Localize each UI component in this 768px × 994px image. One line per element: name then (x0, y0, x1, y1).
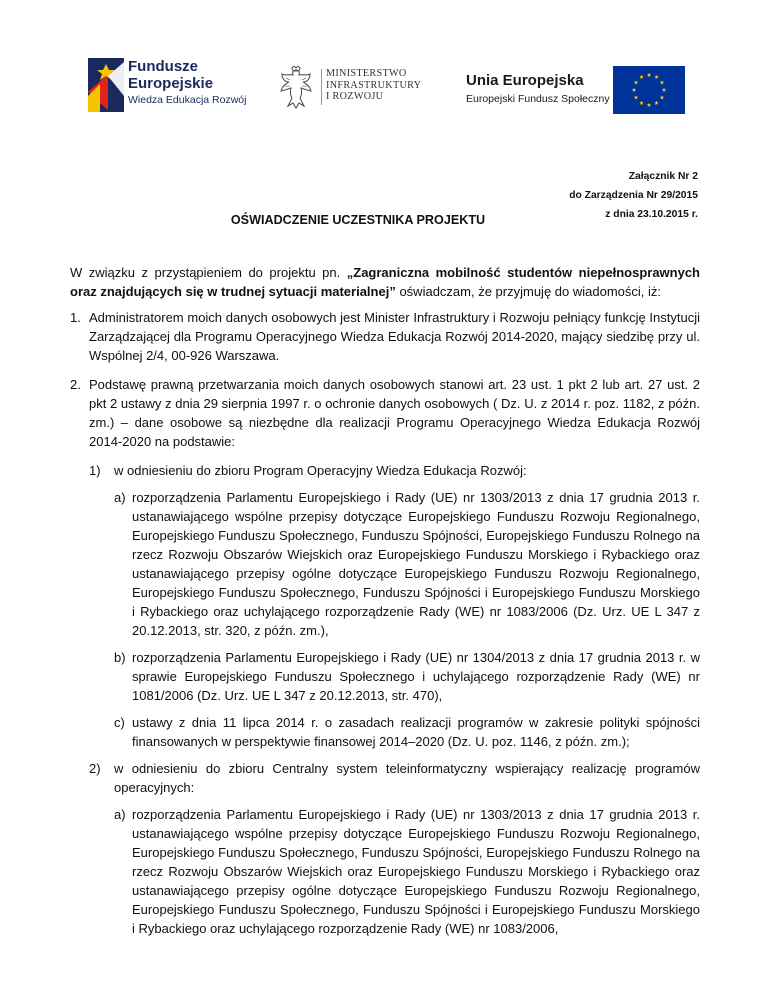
ministry-name (326, 68, 421, 103)
sublist-item-text: w odniesieniu do zbioru Centralny system teleinformatyczny wspierający realizację programów operacyjnych: (114, 761, 700, 795)
ministry-divider (321, 69, 322, 105)
list-item-text: Administratorem moich danych osobowych jest Minister Infrastruktury i Rozwoju pełniący funkcję Instytucji Zarządzającej dla Programu Operacyjnego Wiedza Edukacja Rozwój 2014-2020, mający siedzibę przy ul. Wspólnej 2/4, 00-926 Warszawa. (89, 310, 700, 363)
ministry-line3: I ROZWOJU (326, 91, 384, 102)
intro-after: oświadczam, że przyjmuję do wiadomości, iż: (395, 284, 661, 299)
document-body (70, 263, 700, 946)
list-item (70, 308, 700, 365)
document-title (0, 213, 768, 227)
point-item-text: rozporządzenia Parlamentu Europejskiego i Rady (UE) nr 1303/2013 z dnia 17 grudnia 2013 r. ustanawiającego wspólne przepisy dotyczące Europejskiego Funduszu Rozwoju Regionalnego, Europejskiego Funduszu Społecznego, Funduszu Spójności, Europejskiego Funduszu Rolnego na rzecz Rozwoju Obszarów Wiejskich oraz Europejskiego Funduszu Morskiego i Rybackiego oraz ustanawiającego przepisy ogólne dotyczące Europejskiego Funduszu Rozwoju Regionalnego, Europejskiego Funduszu Społecznego, Funduszu Spójności i Europejskiego Funduszu Morskiego i Rybackiego oraz uchylającego rozporządzenie Rady (WE) nr 1083/2006, (132, 807, 700, 936)
point-item-letter: a) (114, 807, 126, 822)
sublist-item (89, 759, 700, 797)
fe-logo-title (128, 58, 213, 92)
list-item-text: Podstawę prawną przetwarzania moich danych osobowych stanowi art. 23 ust. 1 pkt 2 lub art. 27 ust. 2 pkt 2 ustawy z dnia 29 sierpnia 1997 r. o ochronie danych osobowych ( Dz. U. z 2014 r. poz. 1182, z późn. zm.) – dane osobowe są niezbędne dla realizacji Programu Operacyjnego Wiedza Edukacja Rozwój 2014-2020 na podstawie: (89, 377, 700, 449)
ministry-line1: MINISTERSTWO (326, 68, 407, 79)
point-item (114, 805, 700, 938)
eu-logo-text (466, 72, 610, 105)
fe-logo-subtitle: Wiedza Edukacja Rozwój (128, 94, 247, 106)
point-item-text: ustawy z dnia 11 lipca 2014 r. o zasadach realizacji programów w zakresie polityki spójności finansowanych w perspektywie finansowej 2014–2020 (Dz. U. poz. 1146, z późn. zm.); (132, 715, 700, 749)
logo-bar (0, 0, 768, 130)
point-item-letter: a) (114, 490, 126, 505)
ministry-logo (276, 66, 446, 112)
ministry-line2: INFRASTRUKTURY (326, 79, 422, 91)
point-item-text: rozporządzenia Parlamentu Europejskiego i Rady (UE) nr 1303/2013 z dnia 17 grudnia 2013 r. ustanawiającego wspólne przepisy dotyczące Europejskiego Funduszu Rozwoju Regionalnego, Europejskiego Funduszu Społecznego, Funduszu Spójności, Europejskiego Funduszu Rolnego na rzecz Rozwoju Obszarów Wiejskich oraz Europejskiego Funduszu Morskiego i Rybackiego oraz ustanawiającego przepisy ogólne dotyczące Europejskiego Funduszu Rozwoju Regionalnego, Europejskiego Funduszu Społecznego, Funduszu Spójności i Europejskiego Funduszu Morskiego i Rybackiego oraz uchylającego rozporządzenie Rady (WE) nr 1083/2006 (Dz. Urz. UE L 347 z 20.12.2013, str. 320, z późn. zm.), (132, 490, 700, 638)
annex-regulation: do Zarządzenia Nr 29/2015 (569, 190, 698, 201)
list-item (70, 375, 700, 451)
sublist-item (89, 461, 700, 480)
intro-before: W związku z przystąpieniem do projektu pn. (70, 265, 347, 280)
eu-logo-subtitle: Europejski Fundusz Społeczny (466, 93, 610, 105)
list-item-number: 2. (70, 377, 81, 392)
fe-logo-line2: Europejskie (128, 75, 214, 92)
point-item (114, 488, 700, 640)
fundusze-europejskie-logo (86, 56, 276, 116)
project-name: „Zagraniczna mobilność studentów niepełnosprawnych oraz znajdujących się w trudnej sytuacji materialnej” (70, 265, 700, 299)
point-item-text: rozporządzenia Parlamentu Europejskiego i Rady (UE) nr 1304/2013 z dnia 17 grudnia 2013 r. w sprawie Europejskiego Funduszu Społecznego i uchylającego rozporządzenie Rady (WE) nr 1081/2006 (Dz. Urz. UE L 347 z 20.12.2013, str. 470), (132, 650, 700, 703)
point-item-letter: b) (114, 650, 126, 665)
list-item-number: 1. (70, 310, 81, 325)
fundusze-europejskie-mark-icon (86, 56, 126, 114)
sublist-item-number: 2) (89, 761, 101, 776)
point-item (114, 713, 700, 751)
document-title-text: OŚWIADCZENIE UCZESTNIKA PROJEKTU (230, 213, 486, 227)
point-item-letter: c) (114, 715, 125, 730)
eu-flag-icon (613, 66, 685, 114)
sublist-item-number: 1) (89, 463, 101, 478)
eu-logo-title: Unia Europejska (466, 72, 584, 89)
annex-date: z dnia 23.10.2015 r. (605, 209, 698, 220)
point-item (114, 648, 700, 705)
fe-logo-line1: Fundusze (128, 58, 198, 75)
sublist-item-text: w odniesieniu do zbioru Program Operacyjny Wiedza Edukacja Rozwój: (114, 463, 527, 478)
polish-eagle-icon (276, 66, 316, 110)
intro-paragraph (70, 263, 700, 301)
annex-number: Załącznik Nr 2 (628, 171, 698, 182)
